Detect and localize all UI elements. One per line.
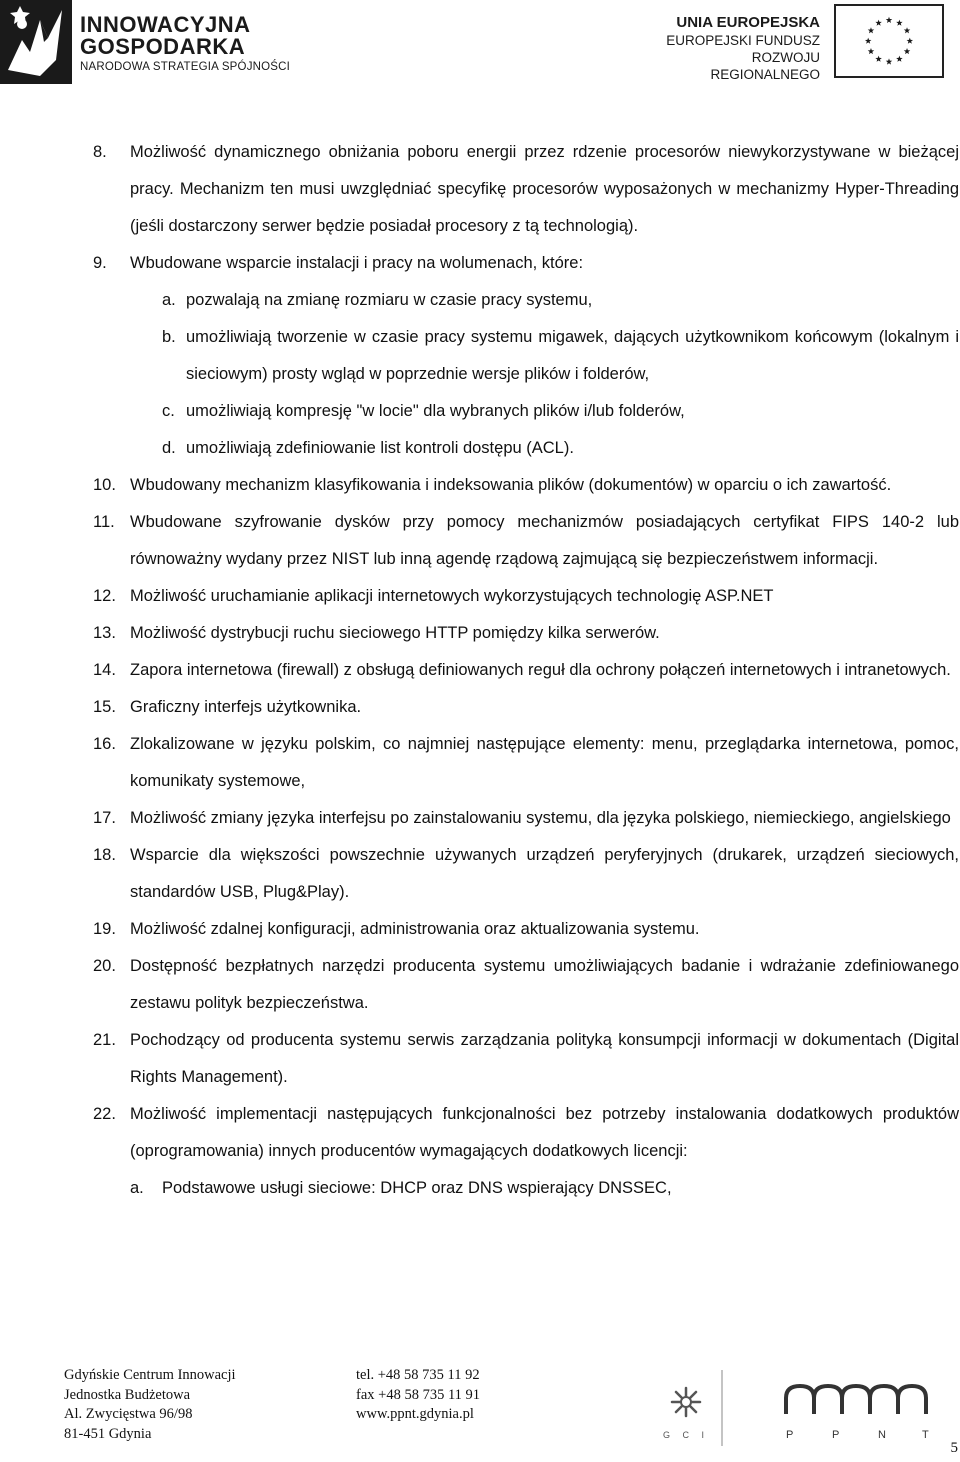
item-letter: b. [162, 328, 176, 346]
requirements-list [93, 134, 959, 1207]
eu-star-icon [896, 20, 902, 26]
innowacyjna-gospodarka-logo [0, 0, 300, 90]
item-text: Możliwość dynamicznego obniżania poboru energii przez rdzenie procesorów niewykorzystywane w bieżącej pracy. Mechanizm ten musi uwzględniać specyfikę procesorów wyposażonych w mechanizmy Hyper-Threading (jeśli dostarczony serwer będzie posiadał procesory z tą technologią). [130, 143, 959, 235]
item-text: Możliwość uruchamianie aplikacji internetowych wykorzystujących technologię ASP.NET [130, 587, 774, 605]
list-item [93, 1022, 959, 1096]
eu-star-icon [875, 20, 881, 26]
ig-emblem-icon [0, 0, 72, 84]
ppnt-letter-p1: P [786, 1429, 794, 1441]
ppnt-letter-t: T [922, 1429, 929, 1441]
item-number: 11. [93, 513, 115, 531]
ppnt-letter-p2: P [832, 1429, 840, 1441]
item-letter: c. [162, 402, 175, 420]
list-item [93, 1096, 959, 1170]
item-text: Możliwość zdalnej konfiguracji, administrowania oraz aktualizowania systemu. [130, 920, 700, 938]
gci-letters: G C I [662, 1430, 710, 1440]
list-item [93, 578, 959, 615]
list-item [93, 837, 959, 911]
item-number: 10. [93, 476, 116, 494]
eu-star-icon [896, 56, 902, 62]
item-letter: d. [162, 439, 176, 457]
org-street: Al. Zwycięstwa 96/98 [64, 1406, 193, 1422]
list-item [93, 726, 959, 800]
ig-subtitle: NARODOWA STRATEGIA SPÓJNOŚCI [80, 61, 291, 73]
item-number: 15. [93, 698, 116, 716]
item-letter: a. [130, 1179, 144, 1197]
item-text: Pochodzący od producenta systemu serwis zarządzania polityką konsumpcji informacji w dokumentach (Digital Rights Management). [130, 1031, 959, 1086]
page-number: 5 [950, 1440, 958, 1456]
org-city: 81-451 Gdynia [64, 1425, 152, 1442]
sub-list-item [162, 319, 959, 393]
eu-star-icon [865, 38, 871, 44]
sub-list-item [162, 393, 959, 430]
list-item [93, 134, 959, 245]
list-item [93, 911, 959, 948]
item-number: 9. [93, 254, 107, 272]
item-text: Możliwość implementacji następujących funkcjonalności bez potrzeby instalowania dodatkowych produktów (oprogramowania) innych producentów wymagających dodatkowych licencji: [130, 1105, 959, 1160]
eu-logo [644, 4, 944, 80]
item-text: Zapora internetowa (firewall) z obsługą definiowanych reguł dla ochrony połączeń internetowych i intranetowych. [130, 661, 951, 679]
item-number: 20. [93, 957, 116, 975]
item-number: 16. [93, 735, 116, 753]
ppnt-logo-icon [782, 1374, 960, 1444]
eu-star-icon [886, 17, 892, 23]
organization-address [64, 1366, 236, 1444]
eu-star-icon [904, 48, 910, 54]
list-item [93, 504, 959, 578]
org-type: Jednostka Budżetowa [64, 1386, 191, 1403]
item-number: 14. [93, 661, 116, 679]
eu-star-icon [875, 56, 881, 62]
item-number: 18. [93, 846, 116, 864]
item-number: 22. [93, 1105, 116, 1123]
sub-list-item [162, 282, 959, 319]
website-link[interactable]: www.ppnt.gdynia.pl [356, 1406, 474, 1422]
item-text: Możliwość zmiany języka interfejsu po zainstalowaniu systemu, dla języka polskiego, niemieckiego, angielskiego [130, 809, 951, 827]
contact-info [356, 1366, 480, 1425]
eu-title: UNIA EUROPEJSKA [676, 14, 820, 31]
item-number: 8. [93, 143, 107, 161]
ig-title-line1: INNOWACYJNA [80, 12, 251, 37]
org-name: Gdyńskie Centrum Innowacji [64, 1367, 236, 1383]
list-item [93, 615, 959, 652]
eu-fund-line1: EUROPEJSKI FUNDUSZ [666, 33, 820, 48]
item-text: umożliwiają tworzenie w czasie pracy systemu migawek, dających użytkownikom końcowym (lokalnym i sieciowym) prosty wgląd w poprzednie wersje plików i folderów, [186, 328, 959, 383]
ppnt-letter-n: N [878, 1429, 886, 1441]
item-number: 13. [93, 624, 116, 642]
item-text: Wbudowany mechanizm klasyfikowania i indeksowania plików (dokumentów) w oparciu o ich zawartość. [130, 476, 892, 494]
item-text: Wbudowane wsparcie instalacji i pracy na wolumenach, które: [130, 254, 584, 272]
list-item [93, 245, 959, 282]
item-number: 17. [93, 809, 116, 827]
eu-star-icon [886, 58, 892, 64]
eu-fund-line2: ROZWOJU REGIONALNEGO [710, 50, 820, 82]
eu-star-icon [868, 48, 874, 54]
item-text: umożliwiają kompresję "w locie" dla wybranych plików i/lub folderów, [186, 402, 685, 420]
ig-title-line2: GOSPODARKA [80, 34, 246, 59]
item-number: 19. [93, 920, 116, 938]
eu-star-icon [904, 27, 910, 33]
item-number: 12. [93, 587, 116, 605]
list-item [93, 800, 959, 837]
list-item [93, 467, 959, 504]
eu-star-icon [868, 27, 874, 33]
item-text: umożliwiają zdefiniowanie list kontroli dostępu (ACL). [186, 439, 574, 457]
item-text: Wbudowane szyfrowanie dysków przy pomocy mechanizmów posiadających certyfikat FIPS 140-2 lub równoważny wydany przez NIST lub inną agendę rządową zajmującą się bezpieczeństwem informacji. [130, 513, 959, 568]
phone-number: tel. +48 58 735 11 92 [356, 1367, 480, 1383]
item-text: Zlokalizowane w języku polskim, co najmniej następujące elementy: menu, przeglądarka internetowa, pomoc, komunikaty systemowe, [130, 735, 959, 790]
eu-flag-icon [834, 4, 944, 78]
page-footer [64, 1366, 944, 1446]
item-text: Dostępność bezpłatnych narzędzi producenta systemu umożliwiających badanie i wdrażanie zdefiniowanego zestawu polityk bezpieczeństwa. [130, 957, 959, 1012]
sub-list-item [162, 430, 959, 467]
item-text: Podstawowe usługi sieciowe: DHCP oraz DNS wspierający DNSSEC, [162, 1179, 672, 1197]
item-text: Graficzny interfejs użytkownika. [130, 698, 362, 716]
eu-star-icon [907, 38, 913, 44]
list-item [93, 652, 959, 689]
item-text: pozwalają na zmianę rozmiaru w czasie pracy systemu, [186, 291, 593, 309]
list-item [93, 689, 959, 726]
gci-logo-icon [660, 1370, 800, 1446]
item-number: 21. [93, 1031, 116, 1049]
item-text: Możliwość dystrybucji ruchu sieciowego HTTP pomiędzy kilka serwerów. [130, 624, 660, 642]
sub-list-item [130, 1170, 959, 1207]
item-text: Wsparcie dla większości powszechnie używanych urządzeń peryferyjnych (drukarek, urządzeń sieciowych, standardów USB, Plug&Play). [130, 846, 959, 901]
list-item [93, 948, 959, 1022]
item-letter: a. [162, 291, 176, 309]
fax-number: fax +48 58 735 11 91 [356, 1386, 481, 1403]
